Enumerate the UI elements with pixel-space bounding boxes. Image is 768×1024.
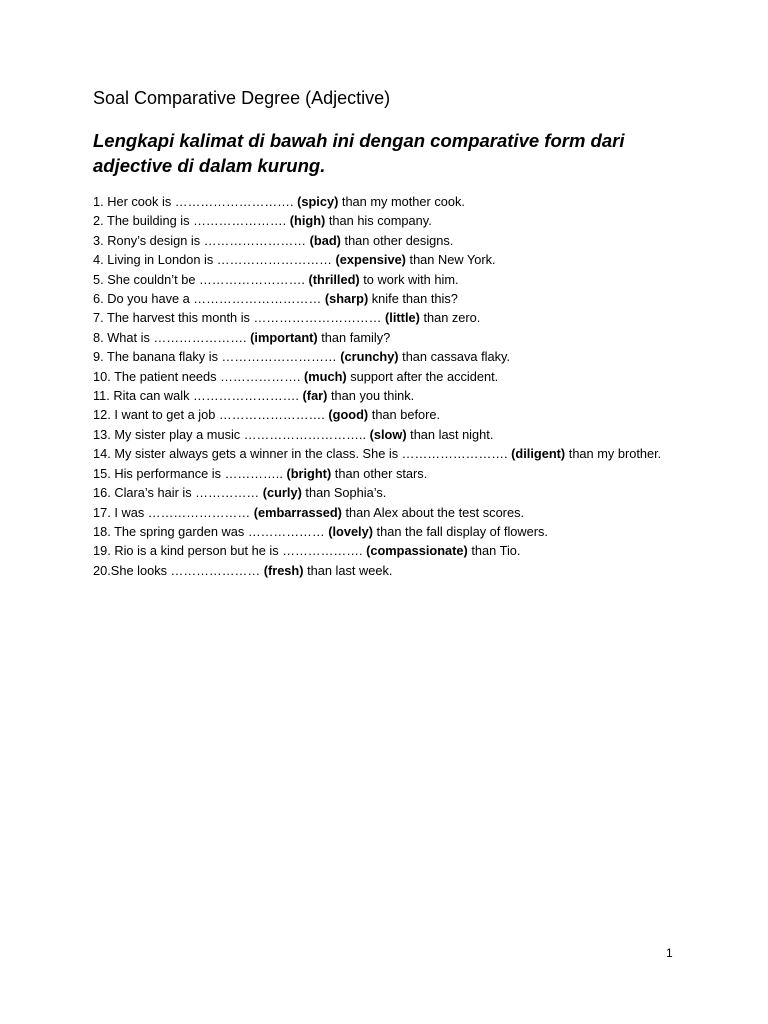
exercise-item <box>93 464 668 483</box>
exercise-sentence-start: 4. Living in London is ……………………… <box>93 252 336 268</box>
exercise-sentence-end: knife than this? <box>368 291 458 307</box>
exercise-item <box>93 192 668 211</box>
page-number: 1 <box>666 946 673 960</box>
exercise-item <box>93 561 668 580</box>
exercise-adjective: (thrilled) <box>308 271 360 287</box>
exercise-sentence-end: than Tio. <box>467 543 521 559</box>
exercise-sentence-start: 17. I was …………………… <box>93 504 254 520</box>
exercise-sentence-start: 12. I want to get a job ……………………. <box>93 407 329 423</box>
exercise-item <box>93 211 668 230</box>
exercise-sentence-start: 18. The spring garden was ……………… <box>93 523 329 539</box>
exercise-adjective: (spicy) <box>297 194 339 209</box>
exercise-sentence-end: than other designs. <box>340 232 454 248</box>
exercise-sentence-end: than Alex about the test scores. <box>341 504 525 520</box>
exercise-adjective: (little) <box>385 310 420 326</box>
exercise-sentence-end: support after the accident. <box>346 368 499 384</box>
exercise-adjective: (bad) <box>309 232 341 248</box>
exercise-item <box>93 386 668 405</box>
exercise-adjective: (diligent) <box>511 446 566 462</box>
exercise-sentence-end: than his company. <box>325 213 432 229</box>
exercise-item <box>93 328 668 347</box>
exercise-adjective: (fresh) <box>263 562 304 578</box>
exercise-list <box>93 192 668 580</box>
exercise-sentence-end: to work with him. <box>359 271 459 287</box>
exercise-item <box>93 483 668 502</box>
exercise-item <box>93 503 668 522</box>
exercise-adjective: (embarrassed) <box>253 504 342 520</box>
exercise-sentence-end: than family? <box>317 329 391 345</box>
exercise-sentence-end: than last week. <box>303 562 393 578</box>
exercise-adjective: (slow) <box>369 426 407 442</box>
exercise-item <box>93 308 668 327</box>
exercise-item <box>93 522 668 541</box>
exercise-adjective: (good) <box>328 407 369 423</box>
exercise-sentence-end: than cassava flaky. <box>398 349 511 365</box>
document-title: Soal Comparative Degree (Adjective) <box>93 88 391 108</box>
exercise-sentence-end: than my brother. <box>565 446 662 462</box>
exercise-adjective: (important) <box>250 329 318 345</box>
exercise-sentence-start: 2. The building is …………………. <box>93 213 290 229</box>
exercise-sentence-start: 20.She looks ………………… <box>93 562 264 578</box>
instruction-text: Lengkapi kalimat di bawah ini dengan comparative form dari adjective di dalam kurung. <box>93 130 625 176</box>
exercise-sentence-start: 11. Rita can walk ……………………. <box>93 388 303 404</box>
exercise-item <box>93 250 668 269</box>
exercise-adjective: (curly) <box>262 485 302 501</box>
exercise-sentence-end: than the fall display of flowers. <box>373 523 548 539</box>
exercise-sentence-start: 3. Rony’s design is …………………… <box>93 232 310 248</box>
exercise-adjective: (much) <box>304 368 347 384</box>
exercise-item <box>93 367 668 386</box>
exercise-item <box>93 289 668 308</box>
exercise-sentence-start: 16. Clara’s hair is …………… <box>93 485 263 501</box>
exercise-sentence-start: 5. She couldn’t be ……………………. <box>93 271 309 287</box>
exercise-sentence-start: 7. The harvest this month is ………………………… <box>93 310 386 326</box>
exercise-sentence-start: 14. My sister always gets a winner in the class. She is ……………………. <box>93 446 512 462</box>
exercise-sentence-start: 8. What is …………………. <box>93 329 251 345</box>
exercise-sentence-end: than Sophia’s. <box>301 485 387 501</box>
exercise-sentence-end: than zero. <box>419 310 481 326</box>
exercise-adjective: (expensive) <box>335 252 406 268</box>
exercise-adjective: (crunchy) <box>340 349 399 365</box>
exercise-sentence-start: 10. The patient needs ………………. <box>93 368 305 384</box>
exercise-sentence-end: than New York. <box>405 252 496 268</box>
exercise-item <box>93 270 668 289</box>
exercise-item <box>93 425 668 444</box>
exercise-adjective: (bright) <box>286 465 332 481</box>
exercise-item <box>93 231 668 250</box>
exercise-item <box>93 405 668 424</box>
exercise-item <box>93 347 668 366</box>
exercise-item <box>93 444 668 463</box>
exercise-adjective: (high) <box>289 213 326 229</box>
exercise-sentence-end: than you think. <box>327 388 415 404</box>
exercise-sentence-start: 13. My sister play a music ……………………….. <box>93 426 370 442</box>
exercise-sentence-end: than other stars. <box>331 465 428 481</box>
exercise-item <box>93 541 668 560</box>
exercise-sentence-start: 9. The banana flaky is ……………………… <box>93 349 341 365</box>
exercise-sentence-end: than before. <box>368 407 441 423</box>
exercise-sentence-end: than last night. <box>406 426 494 442</box>
exercise-sentence-end: than my mother cook. <box>338 194 465 209</box>
exercise-adjective: (lovely) <box>328 523 373 539</box>
exercise-adjective: (compassionate) <box>366 543 468 559</box>
exercise-adjective: (sharp) <box>324 291 369 307</box>
exercise-adjective: (far) <box>302 388 328 404</box>
exercise-sentence-start: 6. Do you have a ………………………… <box>93 291 325 307</box>
exercise-sentence-start: 1. Her cook is ………………………. <box>93 194 298 209</box>
exercise-sentence-start: 15. His performance is ………….. <box>93 465 287 481</box>
exercise-sentence-start: 19. Rio is a kind person but he is ………………. <box>93 543 367 559</box>
